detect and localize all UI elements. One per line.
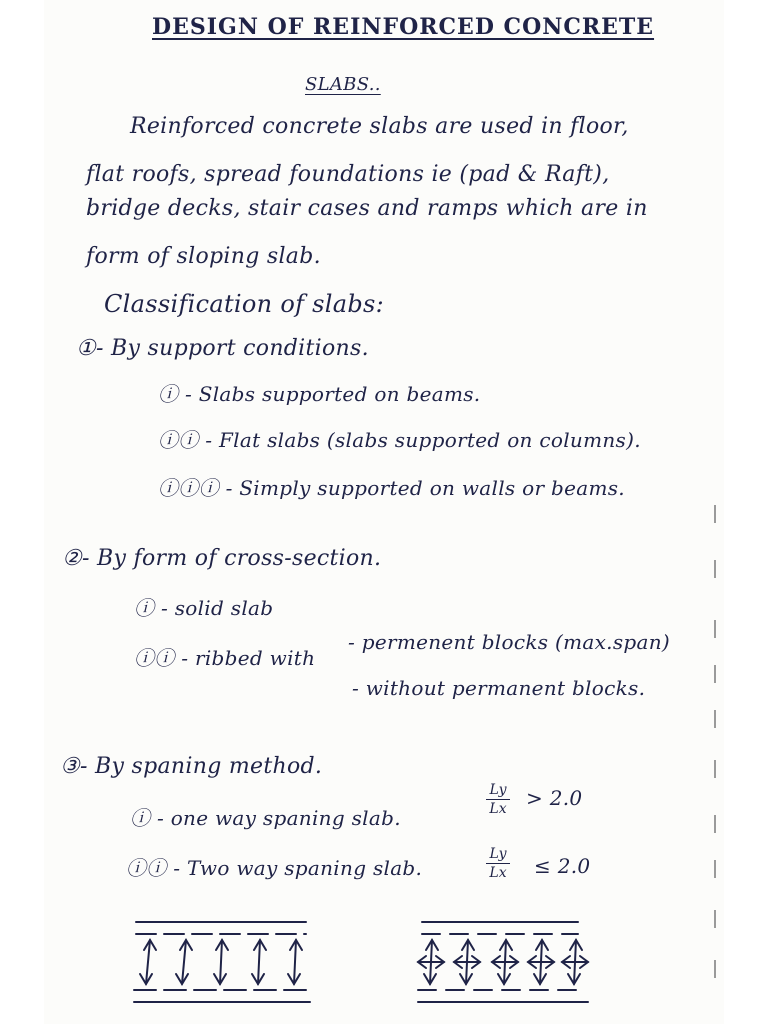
group-2-label: ②- By form of cross-section. [62, 546, 382, 571]
page-title: DESIGN OF REINFORCED CONCRETE [152, 14, 655, 40]
intro-line-3: bridge decks, stair cases and ramps which are in [86, 196, 648, 221]
group-1-item-2: ⓘⓘ - Flat slabs (slabs supported on columns). [158, 428, 641, 452]
group-2-item-2: ⓘⓘ - ribbed with [134, 646, 316, 670]
intro-line-4: form of sloping slab. [86, 244, 321, 269]
group-1-item-1: ⓘ - Slabs supported on beams. [158, 382, 481, 406]
group-2-item-1: ⓘ - solid slab [134, 596, 274, 620]
group-1-label: ①- By support conditions. [76, 336, 369, 361]
intro-line-2: flat roofs, spread foundations ie (pad & Raft), [86, 162, 610, 187]
group-3-item-1: ⓘ - one way spaning slab. [130, 806, 401, 830]
ratio-1-fraction: Ly Lx [486, 782, 510, 817]
ribbed-option-2: - without permanent blocks. [352, 676, 646, 700]
section-heading: Classification of slabs: [104, 290, 385, 318]
page-subtitle: SLABS.. [305, 74, 381, 95]
group-2-marker: ② [62, 546, 83, 571]
ratio-2-fraction: Ly Lx [486, 846, 510, 881]
group-1-marker: ① [76, 336, 97, 361]
ratio-2-relation: ≤ 2.0 [534, 854, 591, 878]
intro-line-1: Reinforced concrete slabs are used in floor, [130, 114, 629, 139]
two-way-slab-sketch [410, 912, 610, 1012]
one-way-slab-sketch [128, 912, 328, 1012]
ratio-1-relation: > 2.0 [526, 786, 583, 810]
group-3-label: ③- By spaning method. [60, 754, 323, 779]
ribbed-option-1: - permenent blocks (max.span) [348, 630, 670, 654]
group-3-item-2: ⓘⓘ - Two way spaning slab. [126, 856, 423, 880]
group-3-marker: ③ [60, 754, 81, 779]
group-1-item-3: ⓘⓘⓘ - Simply supported on walls or beams. [158, 476, 625, 500]
